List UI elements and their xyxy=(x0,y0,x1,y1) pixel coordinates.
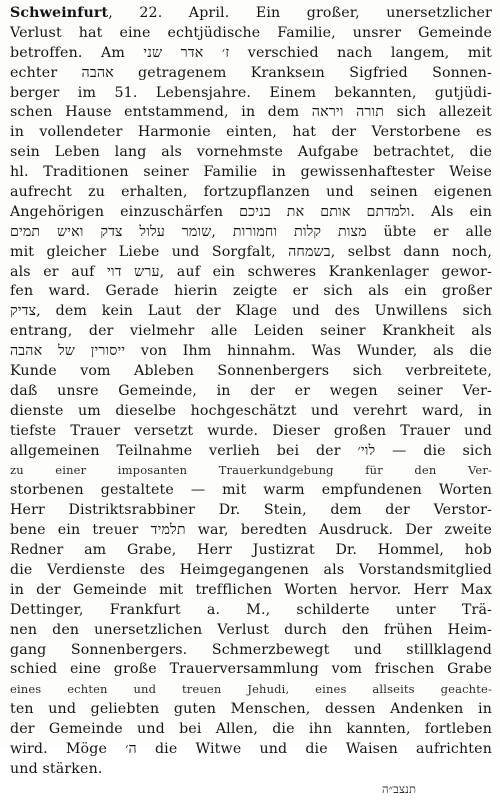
article-line-33: gang Sonnenbergers. Schmerzbewegt und stillklagend xyxy=(10,641,492,658)
article-line-35: eines echten und treuen Jehudi, eines allseits geachte- xyxy=(10,682,492,697)
article-line-26: Herr Distriktsrabbiner Dr. Stein, dem der Verstor- xyxy=(10,502,492,519)
article-line-36: ten und geliebten guten Menschen, dessen Andenken in xyxy=(10,701,492,718)
article-line-1-text: , 22. April. Ein großer, unersetzlicher xyxy=(108,5,492,21)
article-line-10: aufrecht zu erhalten, fortzupflanzen und seinen eigenen xyxy=(10,184,492,201)
article-line-21: dienste um dieselbe hochgeschätzt und verehrt ward, in xyxy=(10,402,492,419)
article-line-39: und stärken. xyxy=(10,760,103,777)
article-line-27: bene ein treuer תלמיד war, beredten Ausdruck. Der zweite xyxy=(10,522,492,539)
article-line-37: der Gemeinde und bei Allen, die ihn kannten, fortleben xyxy=(10,721,492,738)
article-line-20: daß unsre Gemeinde, in der er wegen seiner Ver- xyxy=(10,382,492,399)
article-line-2: Verlust hat eine echtjüdische Familie, unsrer Gemeinde xyxy=(10,24,492,41)
article-line-28: Redner am Grabe, Herr Justizrat Dr. Hommel, hob xyxy=(10,542,492,559)
article-place: Schweinfurt xyxy=(10,5,109,21)
article-line-17: entrang, der vielmehr alle Leiden seiner Krankheit als xyxy=(10,323,492,340)
article-line-30: in der Gemeinde mit trefflichen Worten hervor. Herr Max xyxy=(10,581,492,598)
article-line-3: betroffen. Am ז׳ אדר שני verschied nach langem, mit xyxy=(10,44,493,61)
article-line-29: die Verdienste des Heimgegangenen als Vorstandsmitglied xyxy=(10,561,492,578)
article-line-15: fen ward. Gerade hierin zeigte er sich als ein großer xyxy=(10,283,492,300)
article-line-38: wird. Möge ה׳ die Witwe und die Waisen aufrichten xyxy=(10,740,492,757)
article-line-22: tiefste Trauer versetzt wurde. Dieser großen Trauer und xyxy=(10,422,492,439)
article-line-32: nen den unersetzlichen Verlust durch den frühen Heim- xyxy=(10,621,492,638)
article-line-18: ייסורין של אהבה von Ihm hinnahm. Was Wunder, als die xyxy=(10,343,492,360)
article-line-7: in vollendeter Harmonie einten, hat der Verstorbene es xyxy=(10,124,492,141)
article-line-6: schen Hause entstammend, in dem תורה ויראה sich allezeit xyxy=(10,104,492,121)
article-line-1 xyxy=(10,4,492,24)
article-line-31: Dettinger, Frankfurt a. M., schilderte unter Trä- xyxy=(10,601,492,618)
article-line-12: מצות קלות וחמורות ,שומר עלול צדק ואיש תמים übte er alle xyxy=(10,223,493,240)
article-line-9: hl. Traditionen seiner Familie in gewissenhaftester Weise xyxy=(10,164,492,181)
article-line-8: sein Leben lang als vornehmste Aufgabe betrachtet, die xyxy=(10,144,492,161)
article-line-34: schied eine große Trauerversammlung vom frischen Grabe xyxy=(10,661,492,678)
article-line-11: Angehörigen einzuschärfen ולמדתם אותם את בניכם. Als ein xyxy=(10,203,493,220)
article-closing-abbreviation: תנצב״ה xyxy=(382,781,417,796)
article-line-25: storbenen gestaltete — mit warm empfundenen Worten xyxy=(10,482,492,499)
article-line-23: allgemeinen Teilnahme verlieh bei der לוי׳ — die sich xyxy=(10,442,492,459)
article-line-13: mit gleicher Liebe und Sorgfalt, בשמחה, selbst dann noch, xyxy=(10,243,492,260)
article-line-19: Kunde vom Ableben Sonnenbergers sich verbreitete, xyxy=(10,363,492,380)
article-line-14: als er auf ערש דוי, auf ein schweres Krankenlager gewor- xyxy=(10,263,492,280)
article-line-4: echter אהבה getragenem Krankseın Sigfried Sonnen- xyxy=(10,64,492,81)
article-line-16: צדיק, dem kein Laut der Klage und des Unwillens sich xyxy=(10,303,492,320)
article-line-5: berger im 51. Lebensjahre. Einem bekannten, gutjüdi- xyxy=(10,84,492,101)
article-line-24: zu einer imposanten Trauerkundgebung für den Ver- xyxy=(10,463,492,478)
